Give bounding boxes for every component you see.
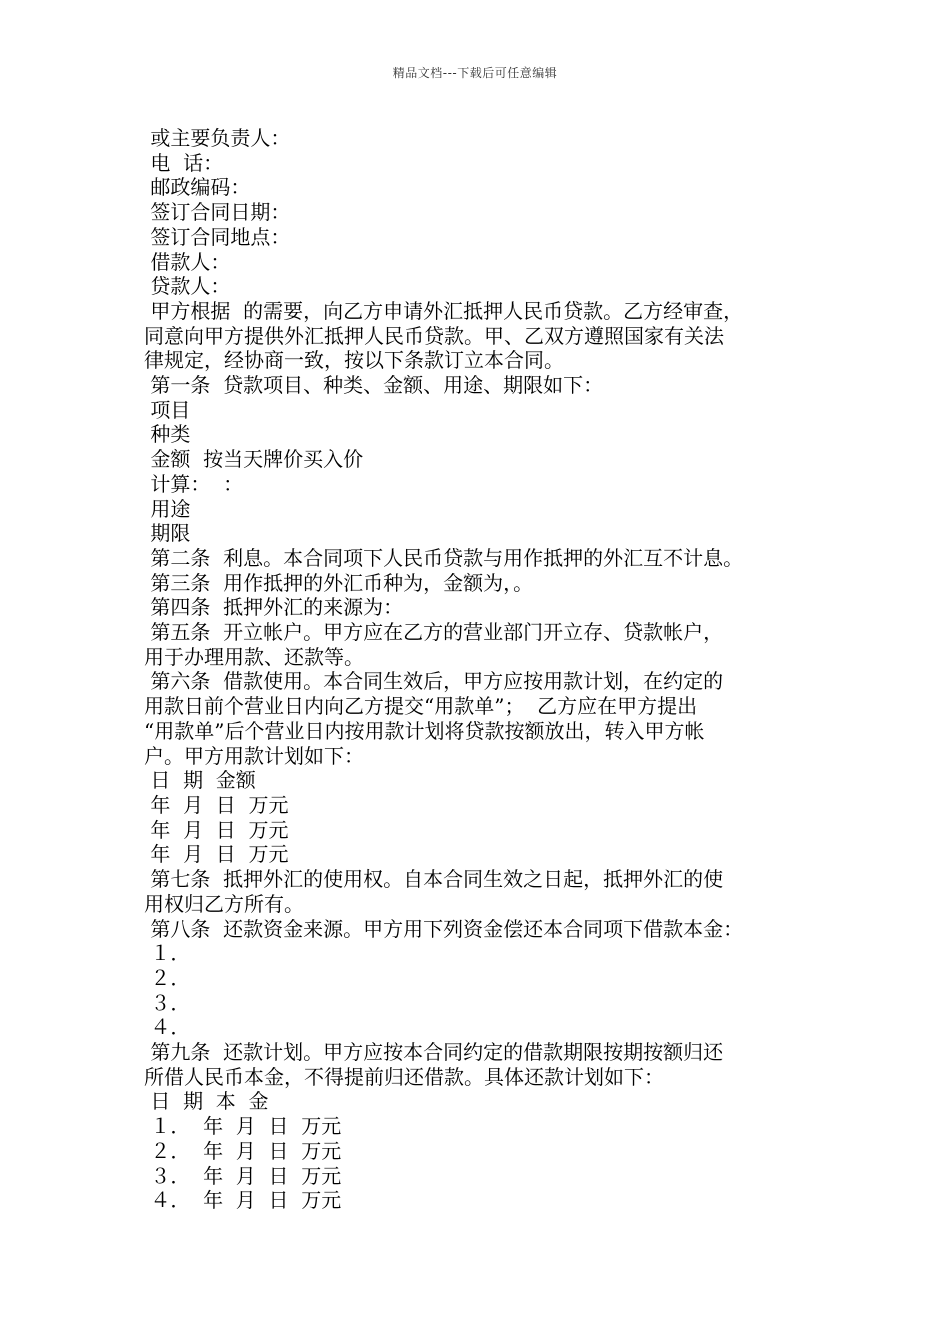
- text-line: 第八条 还款资金来源。甲方用下列资金偿还本合同项下借款本金：: [144, 916, 744, 941]
- text-line: 用权归乙方所有。: [144, 891, 304, 916]
- text-line: 同意向甲方提供外汇抵押人民币贷款。甲、乙双方遵照国家有关法: [144, 323, 724, 348]
- text-line: 日 期 金额: [144, 768, 256, 793]
- text-line: 第一条 贷款项目、种类、金额、用途、期限如下：: [144, 373, 604, 398]
- text-line: １． 年 月 日 万元: [144, 1114, 342, 1139]
- text-line: 户。甲方用款计划如下：: [144, 743, 364, 768]
- text-line: １．: [144, 941, 191, 966]
- text-line: 用款日前个营业日内向乙方提交“用款单”； 乙方应在甲方提出: [144, 694, 698, 719]
- text-line: 贷款人：: [144, 274, 231, 299]
- text-line: 用于办理用款、还款等。: [144, 644, 364, 669]
- text-line: 年 月 日 万元: [144, 842, 289, 867]
- text-line: 签订合同日期：: [144, 200, 291, 225]
- text-line: 第六条 借款使用。本合同生效后，甲方应按用款计划，在约定的: [144, 669, 724, 694]
- text-line: 第九条 还款计划。甲方应按本合同约定的借款期限按期按额归还: [144, 1040, 724, 1065]
- contract-body: [144, 126, 809, 1213]
- text-line: 期限: [144, 521, 191, 546]
- text-line: ４． 年 月 日 万元: [144, 1188, 342, 1213]
- text-line: 金额 按当天牌价买入价: [144, 447, 364, 472]
- text-line: 电 话：: [144, 150, 224, 175]
- text-line: 借款人：: [144, 249, 231, 274]
- text-line: 年 月 日 万元: [144, 817, 289, 842]
- text-line: 签订合同地点：: [144, 224, 291, 249]
- text-line: 用途: [144, 496, 191, 521]
- text-line: 项目: [144, 397, 191, 422]
- text-line: 所借人民币本金，不得提前归还借款。具体还款计划如下：: [144, 1064, 664, 1089]
- text-line: ２．: [144, 965, 191, 990]
- text-line: 律规定，经协商一致，按以下条款订立本合同。: [144, 348, 564, 373]
- text-line: 计算： ：: [144, 471, 244, 496]
- text-line: ３．: [144, 990, 191, 1015]
- text-line: 邮政编码：: [144, 175, 251, 200]
- text-line: 种类: [144, 422, 191, 447]
- text-line: ４．: [144, 1015, 191, 1040]
- text-line: 日 期 本 金: [144, 1089, 269, 1114]
- text-line: 或主要负责人：: [144, 126, 291, 150]
- text-line: ２． 年 月 日 万元: [144, 1138, 342, 1163]
- text-line: 年 月 日 万元: [144, 792, 289, 817]
- text-line: “用款单”后个营业日内按用款计划将贷款按额放出，转入甲方帐: [144, 718, 705, 743]
- text-line: 甲方根据 的需要，向乙方申请外汇抵押人民币贷款。乙方经审查，: [144, 298, 744, 323]
- page-header: 精品文档---下载后可任意编辑: [392, 66, 558, 80]
- text-line: 第二条 利息。本合同项下人民币贷款与用作抵押的外汇互不计息。: [144, 545, 744, 570]
- text-line: ３． 年 月 日 万元: [144, 1163, 342, 1188]
- text-line: 第三条 用作抵押的外汇币种为，金额为，。: [144, 570, 534, 595]
- text-line: 第七条 抵押外汇的使用权。自本合同生效之日起，抵押外汇的使: [144, 867, 724, 892]
- text-line: 第四条 抵押外汇的来源为：: [144, 595, 404, 620]
- text-line: 第五条 开立帐户。甲方应在乙方的营业部门开立存、贷款帐户，: [144, 620, 724, 645]
